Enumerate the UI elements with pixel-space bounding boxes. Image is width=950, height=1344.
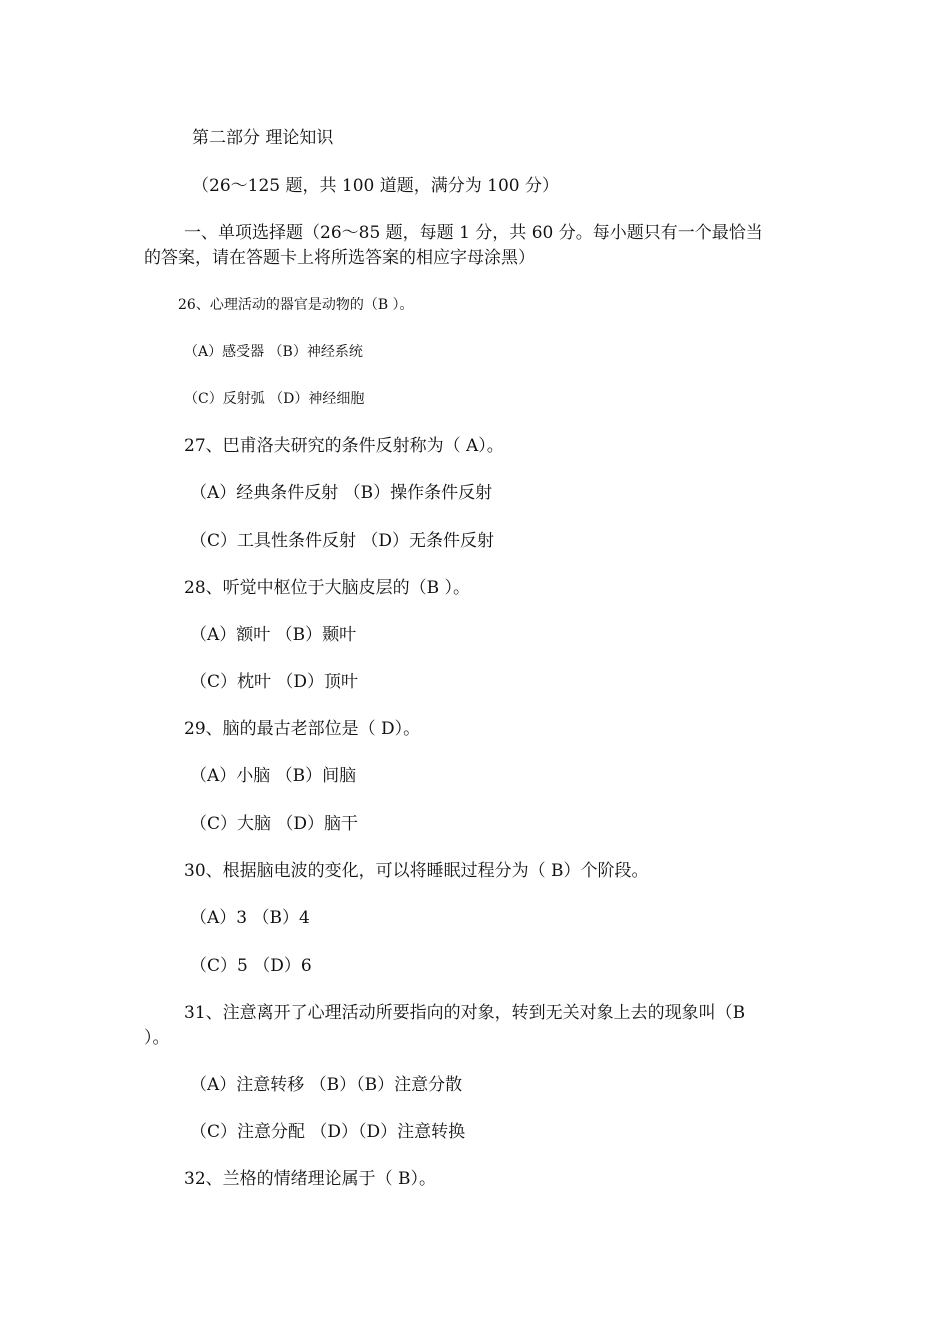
question-31-options-row2: （C）注意分配 （D）（D）注意转换 (190, 1122, 466, 1142)
question-30-stem: 30、根据脑电波的变化，可以将睡眠过程分为（ B）个阶段。 (184, 861, 649, 881)
question-27-options-row1: （A）经典条件反射 （B）操作条件反射 (190, 483, 493, 503)
question-27-stem: 27、巴甫洛夫研究的条件反射称为（ A）。 (184, 436, 504, 456)
question-29-options-row2: （C）大脑 （D）脑干 (190, 814, 359, 834)
question-28-options-row1: （A）额叶 （B）颞叶 (190, 625, 357, 645)
question-27-options-row2: （C）工具性条件反射 （D）无条件反射 (190, 531, 495, 551)
question-26-stem: 26、心理活动的器官是动物的（B ）。 (178, 297, 414, 313)
part-title: 第二部分 理论知识 (192, 128, 334, 148)
question-29-options-row1: （A）小脑 （B）间脑 (190, 766, 357, 786)
question-28-stem: 28、听觉中枢位于大脑皮层的（B ）。 (184, 578, 471, 598)
scope-note: （26～125 题，共 100 道题，满分为 100 分） (192, 176, 559, 196)
question-31-options-row1: （A）注意转移 （B）（B）注意分散 (190, 1075, 463, 1095)
question-29-stem: 29、脑的最古老部位是（ D）。 (184, 719, 421, 739)
question-31-stem-line1: 31、注意离开了心理活动所要指向的对象，转到无关对象上去的现象叫（B (184, 1003, 746, 1023)
question-30-options-row1: （A）3 （B）4 (190, 908, 310, 928)
section-instruction-line2: 的答案，请在答题卡上将所选答案的相应字母涂黑） (144, 248, 535, 268)
question-26-options-row2: （C）反射弧 （D）神经细胞 (184, 391, 365, 407)
question-31-stem-line2: ）。 (144, 1028, 170, 1048)
question-26-options-row1: （A）感受器 （B）神经系统 (184, 344, 363, 360)
question-30-options-row2: （C）5 （D）6 (190, 956, 312, 976)
section-instruction-line1: 一、单项选择题（26～85 题，每题 1 分，共 60 分。每小题只有一个最恰当 (184, 223, 763, 243)
question-28-options-row2: （C）枕叶 （D）顶叶 (190, 672, 359, 692)
question-32-stem: 32、兰格的情绪理论属于（ B）。 (184, 1169, 437, 1189)
